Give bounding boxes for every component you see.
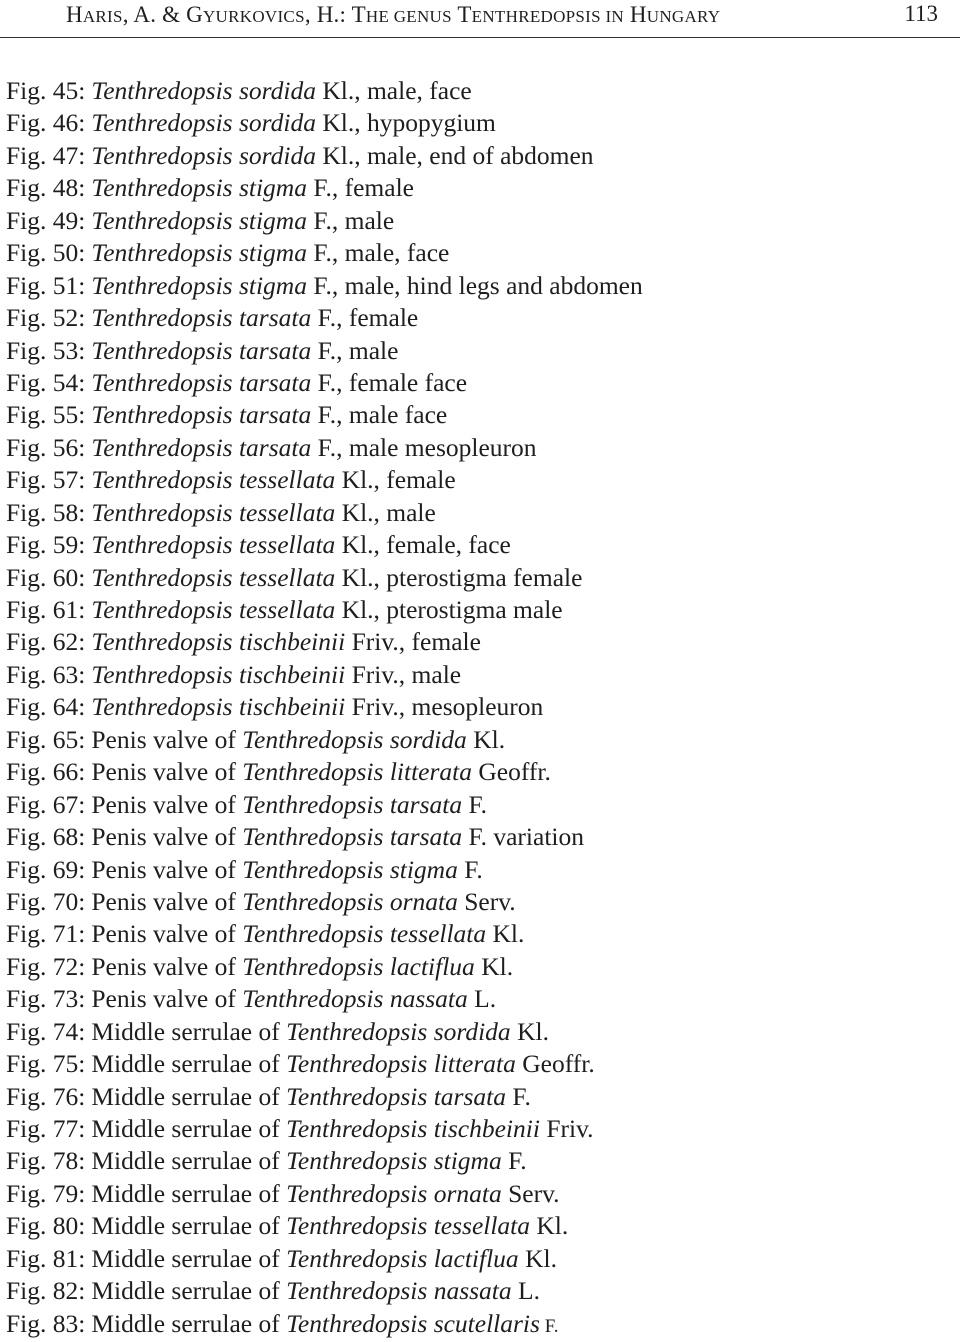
figure-label: Fig. 62: — [6, 627, 86, 657]
figure-caption — [6, 303, 946, 335]
species-name: Tenthredopsis stigma — [91, 270, 307, 300]
figure-label: Fig. 83: — [6, 1308, 86, 1338]
figure-label: Fig. 72: — [6, 951, 86, 981]
caption-suffix: F., female — [306, 173, 414, 203]
caption-suffix: F. — [457, 854, 483, 884]
page-number: 113 — [904, 1, 938, 26]
caption-suffix: F. — [539, 1315, 559, 1337]
caption-suffix: Kl. — [466, 724, 506, 754]
caption-suffix: Kl. — [510, 1016, 549, 1046]
figure-label: Fig. 58: — [6, 497, 86, 527]
figure-caption — [6, 1146, 946, 1178]
species-name: Tenthredopsis stigma — [286, 1146, 502, 1176]
figure-label: Fig. 48: — [6, 173, 86, 203]
caption-suffix: Kl., male, end of abdomen — [315, 140, 594, 170]
figure-label: Fig. 71: — [6, 919, 86, 949]
caption-suffix: L. — [511, 1276, 540, 1306]
figure-label: Fig. 66: — [6, 757, 86, 787]
figure-caption — [6, 498, 946, 530]
figure-caption — [6, 952, 946, 984]
caption-suffix: Kl. — [486, 919, 525, 949]
caption-prefix: Penis valve of — [91, 951, 243, 981]
figure-label: Fig. 61: — [6, 595, 86, 624]
caption-suffix: F., male, face — [306, 238, 450, 268]
title-part: ENTHREDOPSIS IN — [471, 7, 624, 26]
figure-label: Fig. 75: — [6, 1049, 86, 1079]
figure-caption — [6, 984, 946, 1016]
title-part: H — [623, 2, 647, 27]
title-part: UNGARY — [646, 7, 721, 26]
figure-caption — [6, 563, 946, 595]
species-name: Tenthredopsis ornata — [242, 886, 458, 916]
species-name: Tenthredopsis tarsata — [91, 432, 312, 462]
figure-caption — [6, 530, 946, 562]
figure-label: Fig. 77: — [6, 1114, 86, 1143]
title-part: ARIS — [82, 7, 123, 26]
species-name: Tenthredopsis tarsata — [91, 335, 312, 365]
figure-caption — [6, 433, 946, 465]
figure-caption — [6, 692, 946, 724]
figure-label: Fig. 45: — [6, 76, 86, 105]
figure-label: Fig. 68: — [6, 822, 86, 852]
species-name: Tenthredopsis tischbeinii — [91, 692, 346, 722]
species-name: Tenthredopsis sordida — [286, 1016, 511, 1046]
species-name: Tenthredopsis tarsata — [91, 400, 312, 430]
species-name: Tenthredopsis tarsata — [91, 303, 312, 333]
species-name: Tenthredopsis tessellata — [286, 1211, 531, 1241]
species-name: Tenthredopsis sordida — [242, 724, 467, 754]
species-name: Tenthredopsis lactiflua — [242, 951, 475, 981]
figure-caption — [6, 1244, 946, 1276]
caption-suffix: Kl., female, face — [335, 530, 511, 560]
figure-caption — [6, 855, 946, 887]
species-name: Tenthredopsis nassata — [242, 984, 468, 1014]
caption-suffix: F. — [505, 1081, 531, 1111]
caption-suffix: Kl., male, face — [315, 76, 472, 105]
running-title — [66, 2, 720, 30]
caption-prefix: Middle serrulae of — [91, 1016, 287, 1046]
running-header — [0, 0, 960, 40]
title-part: H — [66, 2, 83, 27]
figure-label: Fig. 78: — [6, 1146, 86, 1176]
caption-suffix: Friv., mesopleuron — [345, 692, 544, 722]
species-name: Tenthredopsis nassata — [286, 1276, 512, 1306]
figure-caption — [6, 595, 946, 627]
figure-caption — [6, 465, 946, 497]
figure-label: Fig. 81: — [6, 1243, 86, 1273]
caption-suffix: L. — [467, 984, 497, 1014]
caption-prefix: Middle serrulae of — [91, 1049, 287, 1079]
species-name: Tenthredopsis tarsata — [91, 367, 312, 397]
species-name: Tenthredopsis lactiflua — [286, 1243, 519, 1273]
figure-label: Fig. 50: — [6, 238, 86, 268]
figure-label: Fig. 63: — [6, 659, 86, 689]
caption-prefix: Penis valve of — [91, 984, 243, 1014]
caption-suffix: Kl., male — [335, 497, 436, 527]
figure-label: Fig. 46: — [6, 108, 86, 138]
species-name: Tenthredopsis tischbeinii — [91, 627, 346, 657]
figure-caption — [6, 1017, 946, 1049]
species-name: Tenthredopsis tischbeinii — [286, 1114, 540, 1143]
figure-label: Fig. 57: — [6, 465, 86, 495]
figure-caption — [6, 1276, 946, 1308]
caption-prefix: Middle serrulae of — [91, 1276, 287, 1306]
figure-label: Fig. 59: — [6, 530, 86, 560]
figure-caption — [6, 627, 946, 659]
species-name: Tenthredopsis tessellata — [91, 595, 336, 624]
figure-label: Fig. 79: — [6, 1178, 86, 1208]
caption-prefix: Penis valve of — [91, 822, 243, 852]
figure-caption — [6, 725, 946, 757]
title-part: YURKOVICS — [202, 7, 305, 26]
caption-prefix: Middle serrulae of — [91, 1211, 287, 1241]
figure-label: Fig. 53: — [6, 335, 86, 365]
figure-label: Fig. 74: — [6, 1016, 86, 1046]
figure-label: Fig. 65: — [6, 724, 86, 754]
title-part: T — [451, 2, 472, 27]
figure-label: Fig. 73: — [6, 984, 86, 1014]
figure-label: Fig. 82: — [6, 1276, 86, 1306]
caption-suffix: F., male — [306, 205, 395, 235]
caption-prefix: Penis valve of — [91, 854, 243, 884]
species-name: Tenthredopsis tarsata — [242, 789, 463, 819]
caption-suffix: Kl. — [518, 1243, 557, 1273]
figure-label: Fig. 56: — [6, 432, 86, 462]
caption-suffix: Geoffr. — [515, 1049, 595, 1079]
figure-caption — [6, 206, 946, 238]
caption-suffix: F. — [501, 1146, 527, 1176]
figure-label: Fig. 70: — [6, 886, 86, 916]
species-name: Tenthredopsis litterata — [286, 1049, 516, 1079]
figure-caption — [6, 141, 946, 173]
species-name: Tenthredopsis sordida — [91, 76, 316, 105]
caption-prefix: Penis valve of — [91, 724, 243, 754]
species-name: Tenthredopsis sordida — [91, 108, 316, 138]
figure-caption-list — [6, 76, 946, 1341]
figure-caption — [6, 660, 946, 692]
figure-caption — [6, 76, 946, 108]
caption-suffix: F. — [462, 789, 487, 819]
species-name: Tenthredopsis tessellata — [91, 530, 336, 560]
figure-label: Fig. 47: — [6, 140, 86, 170]
caption-prefix: Penis valve of — [91, 886, 243, 916]
caption-prefix: Penis valve of — [91, 919, 243, 949]
figure-label: Fig. 49: — [6, 205, 86, 235]
figure-label: Fig. 76: — [6, 1081, 86, 1111]
species-name: Tenthredopsis tischbeinii — [91, 659, 346, 689]
caption-suffix: Friv. — [539, 1114, 594, 1143]
caption-suffix: F., female face — [311, 367, 468, 397]
caption-suffix: F., male — [311, 335, 399, 365]
figure-caption — [6, 336, 946, 368]
figure-caption — [6, 757, 946, 789]
figure-caption — [6, 238, 946, 270]
species-name: Tenthredopsis sordida — [91, 140, 316, 170]
figure-label: Fig. 51: — [6, 270, 86, 300]
species-name: Tenthredopsis stigma — [91, 205, 307, 235]
caption-suffix: F., male, hind legs and abdomen — [306, 270, 643, 300]
caption-suffix: Kl., pterostigma male — [335, 595, 563, 624]
figure-caption — [6, 400, 946, 432]
species-name: Tenthredopsis tessellata — [91, 465, 336, 495]
caption-prefix: Middle serrulae of — [91, 1146, 287, 1176]
caption-prefix: Middle serrulae of — [91, 1243, 287, 1273]
caption-suffix: F., male face — [311, 400, 448, 430]
species-name: Tenthredopsis stigma — [91, 173, 307, 203]
species-name: Tenthredopsis tessellata — [91, 497, 336, 527]
caption-suffix: Kl., pterostigma female — [335, 562, 583, 592]
species-name: Tenthredopsis litterata — [242, 757, 472, 787]
caption-suffix: Friv., female — [345, 627, 481, 657]
figure-label: Fig. 54: — [6, 367, 86, 397]
caption-suffix: Kl. — [530, 1211, 569, 1241]
figure-label: Fig. 55: — [6, 400, 86, 430]
figure-label: Fig. 69: — [6, 854, 86, 884]
title-part: HE GENUS — [365, 7, 452, 26]
caption-suffix: Geoffr. — [471, 757, 551, 787]
figure-caption — [6, 790, 946, 822]
figure-caption — [6, 1049, 946, 1081]
figure-caption — [6, 1082, 946, 1114]
figure-label: Fig. 67: — [6, 789, 86, 819]
figure-caption — [6, 1309, 946, 1341]
caption-prefix: Penis valve of — [91, 789, 243, 819]
species-name: Tenthredopsis tarsata — [242, 822, 463, 852]
species-name: Tenthredopsis tarsata — [286, 1081, 506, 1111]
caption-suffix: Kl., female — [335, 465, 456, 495]
figure-label: Fig. 64: — [6, 692, 86, 722]
caption-suffix: Serv. — [501, 1178, 560, 1208]
caption-prefix: Penis valve of — [91, 757, 243, 787]
figure-label: Fig. 60: — [6, 562, 86, 592]
figure-caption — [6, 368, 946, 400]
species-name: Tenthredopsis tessellata — [91, 562, 336, 592]
caption-prefix: Middle serrulae of — [91, 1114, 287, 1143]
title-part: , H.: T — [304, 2, 366, 27]
figure-caption — [6, 919, 946, 951]
figure-caption — [6, 173, 946, 205]
figure-label: Fig. 80: — [6, 1211, 86, 1241]
figure-caption — [6, 271, 946, 303]
figure-caption — [6, 1179, 946, 1211]
caption-prefix: Middle serrulae of — [91, 1308, 287, 1338]
species-name: Tenthredopsis stigma — [91, 238, 307, 268]
species-name: Tenthredopsis stigma — [242, 854, 458, 884]
caption-suffix: Kl., hypopygium — [315, 108, 496, 138]
caption-suffix: Friv., male — [345, 659, 462, 689]
figure-caption — [6, 1211, 946, 1243]
species-name: Tenthredopsis tessellata — [242, 919, 487, 949]
figure-label: Fig. 52: — [6, 303, 86, 333]
figure-caption — [6, 887, 946, 919]
title-part: , A. & G — [122, 2, 203, 27]
caption-suffix: Kl. — [474, 951, 514, 981]
species-name: Tenthredopsis scutellaris — [286, 1308, 540, 1338]
caption-suffix: F., male mesopleuron — [311, 432, 537, 462]
header-rule — [0, 37, 960, 38]
caption-prefix: Middle serrulae of — [91, 1081, 287, 1111]
caption-suffix: F., female — [311, 303, 419, 333]
figure-caption — [6, 822, 946, 854]
figure-caption — [6, 1114, 946, 1146]
caption-suffix: F. variation — [462, 822, 584, 852]
species-name: Tenthredopsis ornata — [286, 1178, 502, 1208]
caption-prefix: Middle serrulae of — [91, 1178, 287, 1208]
caption-suffix: Serv. — [457, 886, 516, 916]
figure-caption — [6, 108, 946, 140]
